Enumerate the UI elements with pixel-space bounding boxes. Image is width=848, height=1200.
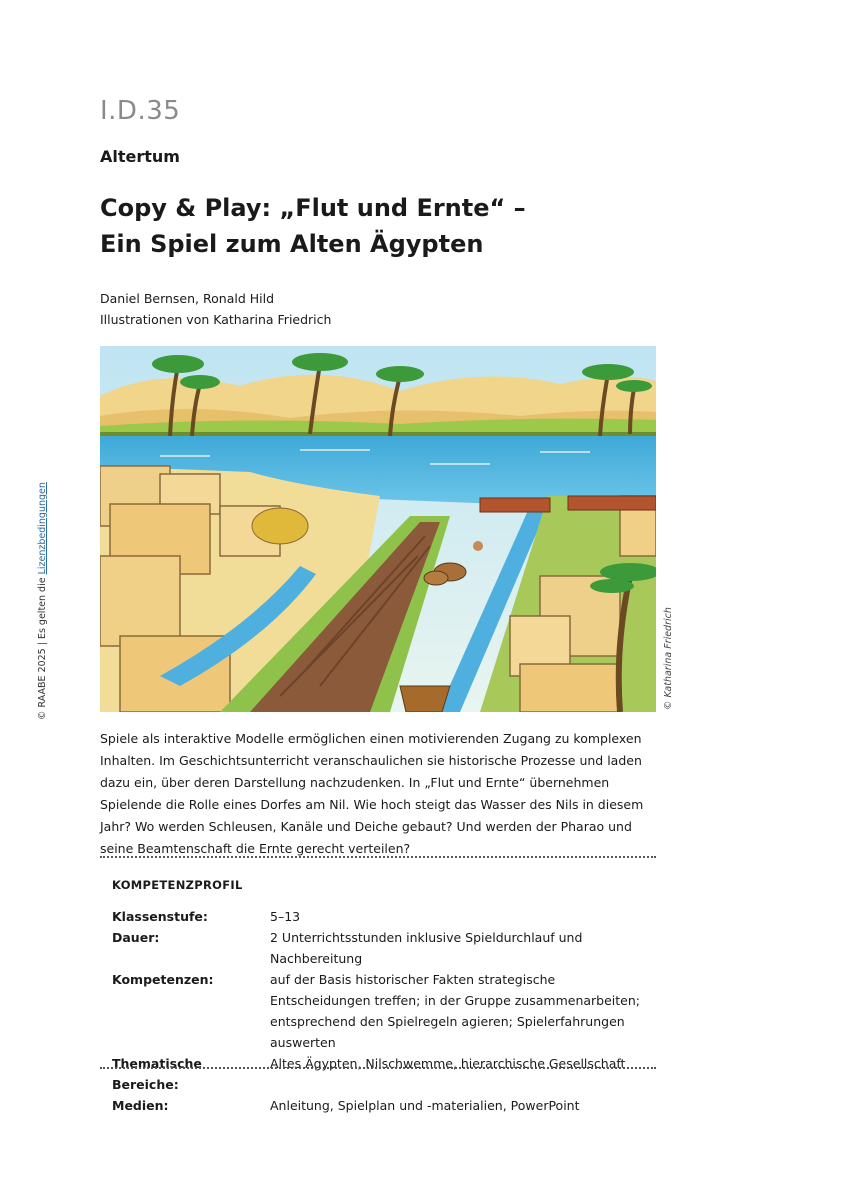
profile-label: Kompetenzen: — [112, 972, 214, 987]
profile-label: Klassenstufe: — [112, 909, 208, 924]
competence-profile-heading: KOMPETENZPROFIL — [112, 878, 243, 892]
profile-label: Dauer: — [112, 930, 160, 945]
divider-top — [100, 856, 656, 858]
illustration-credit — [662, 600, 676, 710]
profile-row — [112, 1053, 652, 1095]
profile-row — [112, 906, 652, 927]
document-code: I.D.35 — [100, 96, 181, 126]
profile-row — [112, 927, 652, 969]
page-title — [100, 190, 526, 262]
title-line-2: Ein Spiel zum Alten Ägypten — [100, 230, 484, 258]
license-link[interactable]: Lizenzbedingungen — [37, 482, 48, 575]
profile-value: 5–13 — [270, 909, 301, 924]
profile-value: auf der Basis historischer Fakten strategische Entscheidungen treffen; in der Gruppe zusammenarbeiten; entsprechend den Spielregeln agieren; Spielerfahrungen auswerten — [270, 972, 640, 1050]
profile-row — [112, 969, 652, 1053]
credit-text: © Katharina Friedrich — [663, 607, 674, 710]
author-block — [100, 288, 331, 330]
profile-value: Altes Ägypten, Nilschwemme, hierarchische Gesellschaft — [270, 1056, 626, 1071]
nile-village-illustration — [100, 346, 656, 712]
subject-heading: Altertum — [100, 147, 180, 166]
competence-profile-table — [112, 906, 652, 1116]
profile-row — [112, 1095, 652, 1116]
illustrator: Illustrationen von Katharina Friedrich — [100, 312, 332, 327]
license-sidebar — [36, 480, 50, 720]
copyright-text: © RAABE 2025 | Es gelten die — [37, 574, 48, 720]
intro-paragraph: Spiele als interaktive Modelle ermöglichen einen motivierenden Zugang zu komplexen Inhalten. Im Geschichtsunterricht veranschaulichen sie historische Prozesse und laden dazu ein, über deren Darstellung nachzudenken. In „Flut und Ernte“ übernehmen Spielende die Rolle eines Dorfes am Nil. Wie hoch steigt das Wasser des Nils in diesem Jahr? Wo werden Schleusen, Kanäle und Deiche gebaut? Und werden der Pharao und seine Beamtenschaft die Ernte gerecht verteilen? — [100, 731, 644, 856]
title-line-1: Copy & Play: „Flut und Ernte“ – — [100, 194, 526, 222]
authors: Daniel Bernsen, Ronald Hild — [100, 291, 275, 306]
profile-label: Medien: — [112, 1098, 169, 1113]
profile-value: Anleitung, Spielplan und -materialien, PowerPoint — [270, 1098, 580, 1113]
divider-bottom — [100, 1067, 656, 1069]
license-rotated — [37, 482, 48, 720]
profile-label: Thematische Bereiche: — [112, 1056, 202, 1092]
profile-value: 2 Unterrichtsstunden inklusive Spieldurchlauf und Nachbereitung — [270, 930, 583, 966]
